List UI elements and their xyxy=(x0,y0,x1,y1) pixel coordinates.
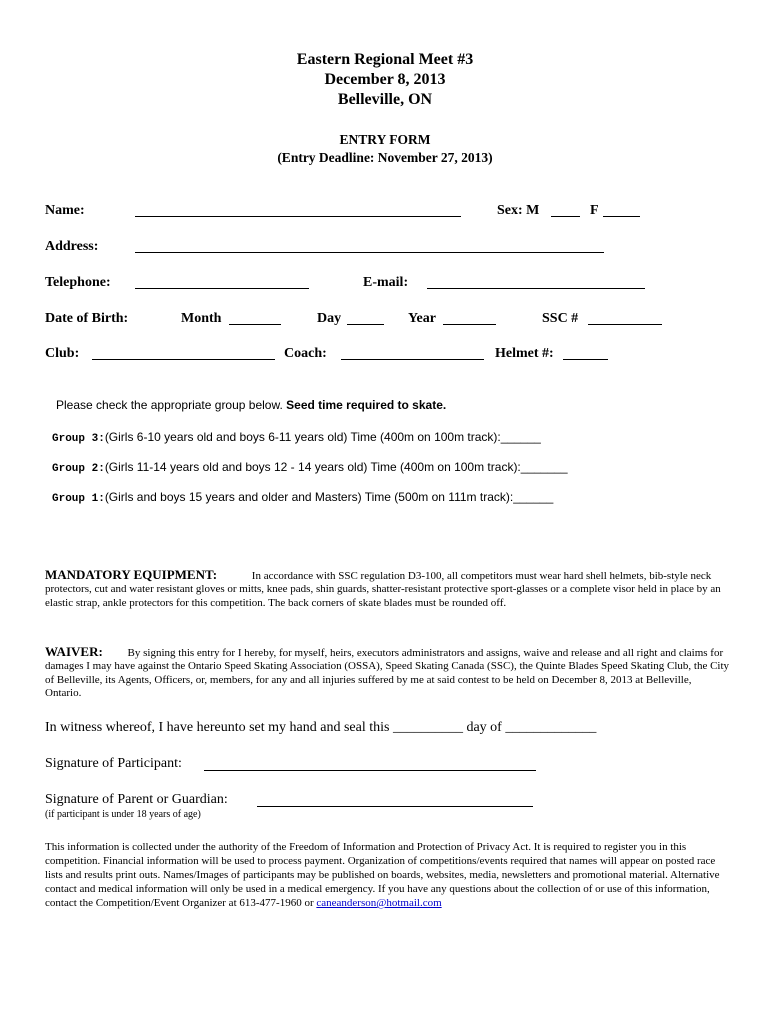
group-1-text: (Girls and boys 15 years and older and Masters) Time (500m on 111m track):______ xyxy=(104,490,554,504)
waiver-paragraph xyxy=(45,645,730,701)
club-field[interactable] xyxy=(92,359,275,360)
event-title: Eastern Regional Meet #3 xyxy=(296,51,474,68)
participant-signature-field[interactable] xyxy=(204,770,536,771)
seed-time-note: Seed time required to skate. xyxy=(286,398,447,412)
witness-statement: In witness whereof, I have hereunto set my hand and seal this __________ day of _____________ xyxy=(45,720,597,735)
group-2-label: Group 2: xyxy=(52,463,105,475)
organizer-email-link[interactable]: caneanderson@hotmail.com xyxy=(316,897,442,909)
name-label: Name: xyxy=(45,203,85,218)
email-label: E-mail: xyxy=(363,275,409,290)
group-2-row[interactable] xyxy=(52,458,568,476)
email-field[interactable] xyxy=(427,288,645,289)
guardian-note: (if participant is under 18 years of age) xyxy=(45,809,201,820)
group-instructions xyxy=(56,398,446,412)
group-2-text: (Girls 11-14 years old and boys 12 - 14 years old) Time (400m on 100m track):_______ xyxy=(104,460,568,474)
year-label: Year xyxy=(408,311,436,326)
dob-label: Date of Birth: xyxy=(45,311,129,326)
waiver-heading: WAIVER: xyxy=(45,644,103,659)
ssc-label: SSC # xyxy=(542,311,579,326)
telephone-field[interactable] xyxy=(135,288,309,289)
year-field[interactable] xyxy=(443,324,496,325)
address-field[interactable] xyxy=(135,252,604,253)
event-date: December 8, 2013 xyxy=(324,71,446,88)
event-location: Belleville, ON xyxy=(337,91,433,108)
group-3-text: (Girls 6-10 years old and boys 6-11 years old) Time (400m on 100m track):______ xyxy=(104,430,541,444)
waiver-text: By signing this entry for I hereby, for myself, heirs, executors administrators and assigns, waive and release and all right and claims for damages I may have against the Ontario Speed Skating Association (OSSA), Speed Skating Canada (SSC), the Quinte Blades Speed Skating Club, the City of Belleville, its Agents, Officers, or, members, for any and all injuries suffered by me at said contest to be held on December 8, 2013 at Belleville, Ontario. xyxy=(45,647,730,700)
sex-f-field[interactable] xyxy=(603,216,640,217)
address-label: Address: xyxy=(45,239,99,254)
equipment-text: In accordance with SSC regulation D3-100, all competitors must wear hard shell helmets, bib-style neck protectors, cut and water resistant gloves or mitts, knee pads, shin guards, shatter-resistant protective sport-glasses or a complete visor held in place by an elastic strap, ankle protectors for this competition. The back corners of skate blades must be rounded off. xyxy=(45,570,721,609)
privacy-text: This information is collected under the authority of the Freedom of Information and Protection of Privacy Act. It is required to register you in this competition. Financial information will be used to process payment. Organization of competitions/events required that names will appear on posted race lists and results print outs. Names/Images of participants may be published on boards, websites, media, newsletters and promotional material. Alternative contact and medical information will only be used in a medical emergency. If you have any questions about the collection of or use of this information, contact the Competition/Event Organizer at 613-477-1960 or xyxy=(45,841,720,909)
form-title: ENTRY FORM xyxy=(339,132,431,147)
group-instructions-text: Please check the appropriate group below. xyxy=(56,398,287,412)
coach-field[interactable] xyxy=(341,359,484,360)
group-1-row[interactable] xyxy=(52,488,553,506)
telephone-label: Telephone: xyxy=(45,275,111,290)
equipment-paragraph xyxy=(45,568,730,610)
group-1-label: Group 1: xyxy=(52,493,105,505)
participant-signature-label: Signature of Participant: xyxy=(45,756,182,771)
group-3-label: Group 3: xyxy=(52,433,105,445)
guardian-signature-label: Signature of Parent or Guardian: xyxy=(45,792,228,807)
helmet-field[interactable] xyxy=(563,359,608,360)
coach-label: Coach: xyxy=(284,346,327,361)
privacy-paragraph xyxy=(45,840,730,910)
entry-deadline: (Entry Deadline: November 27, 2013) xyxy=(277,150,493,165)
helmet-label: Helmet #: xyxy=(495,346,554,361)
guardian-signature-field[interactable] xyxy=(257,806,533,807)
ssc-field[interactable] xyxy=(588,324,662,325)
equipment-heading: MANDATORY EQUIPMENT: xyxy=(45,567,218,582)
sex-label: Sex: M xyxy=(497,203,540,218)
month-field[interactable] xyxy=(229,324,281,325)
name-field[interactable] xyxy=(135,216,461,217)
sex-m-field[interactable] xyxy=(551,216,580,217)
sex-f-label: F xyxy=(590,203,599,218)
day-field[interactable] xyxy=(347,324,384,325)
group-3-row[interactable] xyxy=(52,428,541,446)
day-label: Day xyxy=(317,311,342,326)
club-label: Club: xyxy=(45,346,80,361)
month-label: Month xyxy=(181,311,222,326)
